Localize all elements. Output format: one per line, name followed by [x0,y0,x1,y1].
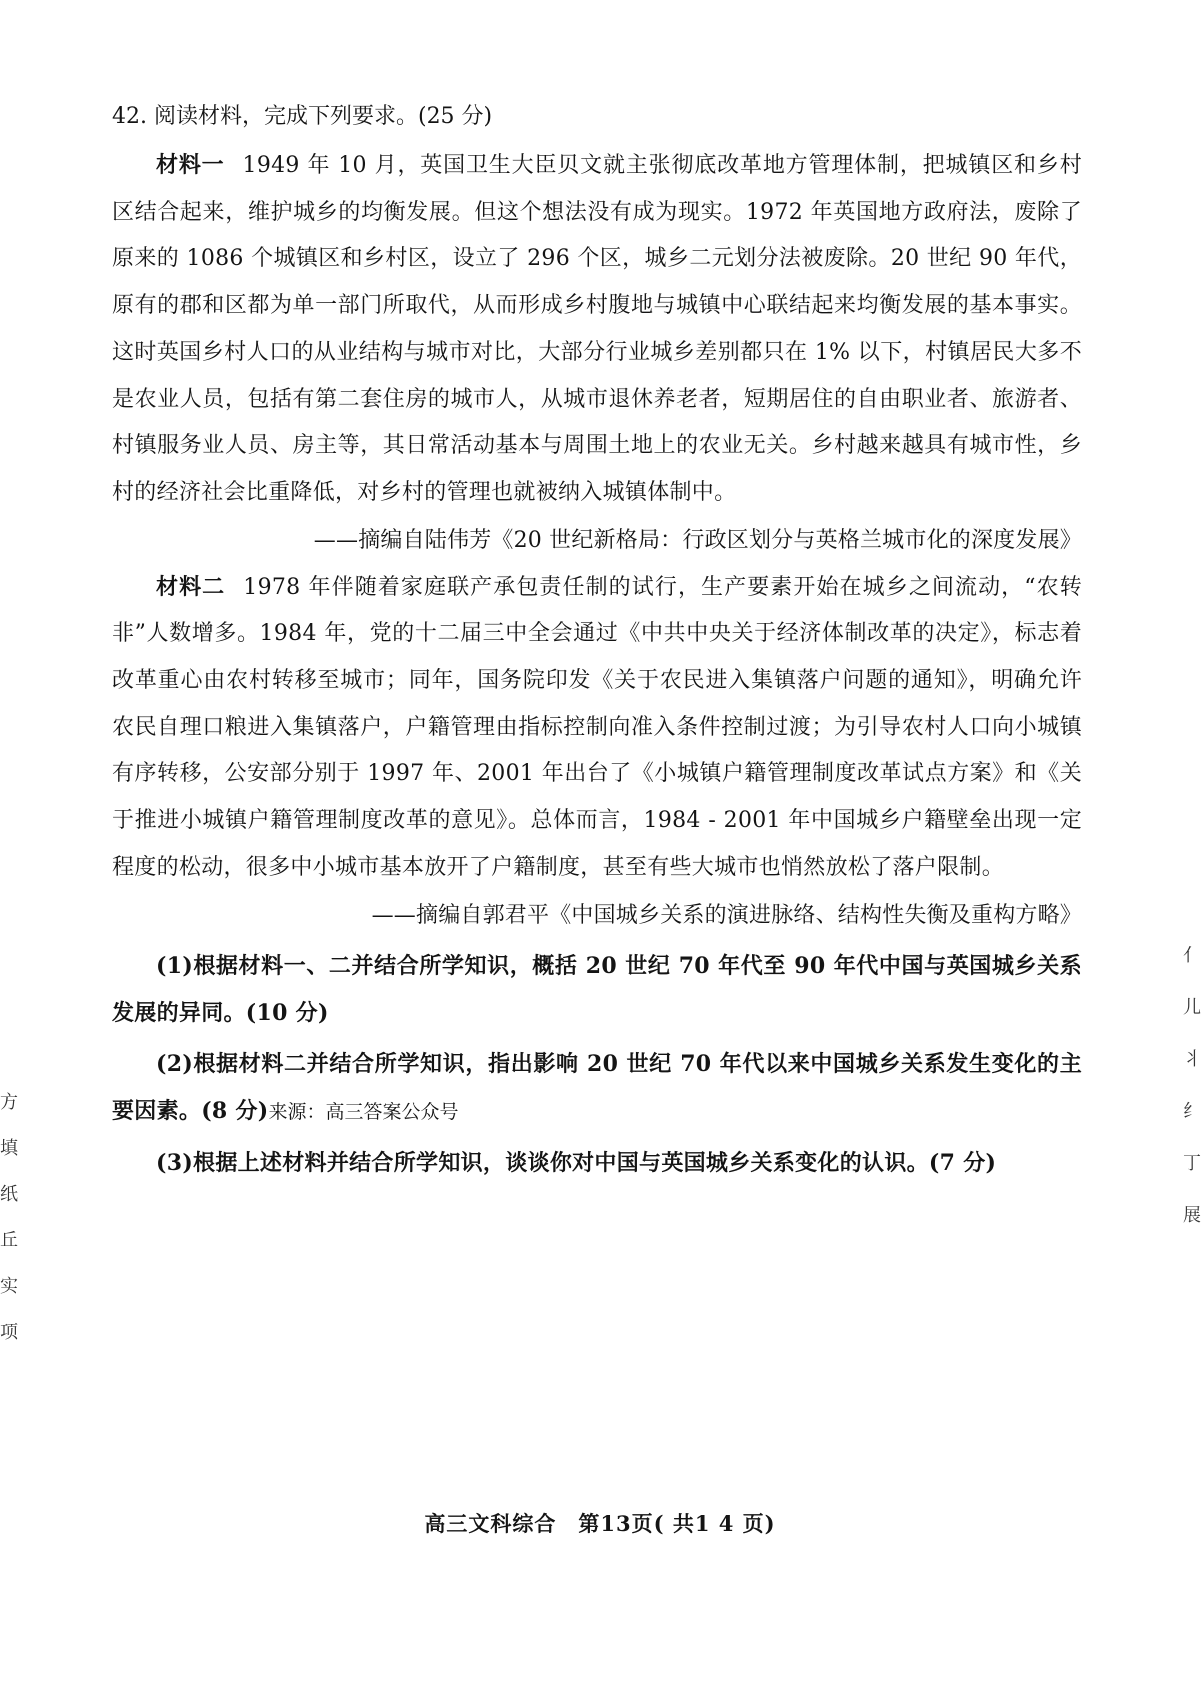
sub-question-1 [112,943,1082,1037]
left-fragment: 纸 [0,1184,18,1205]
material-2-text: 1978 年伴随着家庭联产承包责任制的试行，生产要素开始在城乡之间流动，“农转非”人数增多。1984 年，党的十二届三中全会通过《中共中央关于经济体制改革的决定》，标志着改革重心由农村转移至城市；同年，国务院印发《关于农民进入集镇落户问题的通知》，明确允许农民自理口粮进入集镇落户，户籍管理由指标控制向准入条件控制过渡；为引导农村人口向小城镇有序转移，公安部分别于 1997 年、2001 年出台了《小城镇户籍管理制度改革试点方案》和《关于推进小城镇户籍管理制度改革的意见》。总体而言，1984 - 2001 年中国城乡户籍壁垒出现一定程度的松动，很多中小城市基本放开了户籍制度，甚至有些大城市也悄然放松了落户限制。 [112,574,1082,880]
sub-question-2 [112,1041,1082,1136]
left-fragment: 填 [0,1138,18,1159]
page-footer: 高三文科综合 第13页( 共1 4 页) [424,1511,776,1536]
left-fragment: 项 [0,1322,18,1343]
right-fragment: 展 [1183,1205,1201,1226]
material-1-text: 1949 年 10 月，英国卫生大臣贝文就主张彻底改革地方管理体制，把城镇区和乡村区结合起来，维护城乡的均衡发展。但这个想法没有成为现实。1972 年英国地方政府法，废除了原来的 1086 个城镇区和乡村区，设立了 296 个区，城乡二元划分法被废除。20 世纪 90 年代，原有的郡和区都为单一部门所取代，从而形成乡村腹地与城镇中心联结起来均衡发展的基本事实。这时英国乡村人口的从业结构与城市对比，大部分行业城乡差别都只在 1% 以下，村镇居民大多不是农业人员，包括有第二套住房的城市人，从城市退休养老者，短期居住的自由职业者、旅游者、村镇服务业人员、房主等，其日常活动基本与周围土地上的农业无关。乡村越来越具有城市性，乡村的经济社会比重降低，对乡村的管理也就被纳入城镇体制中。 [112,153,1082,505]
left-fragment: 丘 [0,1230,18,1251]
sub-question-1-text: (1)根据材料一、二并结合所学知识，概括 20 世纪 70 年代至 90 年代中国与英国城乡关系发展的异同。(10 分) [112,952,1082,1026]
material-1-source: ——摘编自陆伟芳《20 世纪新格局：行政区划分与英格兰城市化的深度发展》 [313,527,1082,553]
material-2-paragraph [112,564,1082,892]
right-fragment: 亻 [1183,945,1201,966]
right-fragment: 儿 [1183,997,1201,1018]
right-margin-fragments [1183,930,1200,1242]
question-42 [112,92,1082,1187]
left-fragment: 方 [0,1092,18,1113]
material-1-label: 材料一 [156,152,225,178]
left-margin-fragments [0,1080,18,1356]
question-header: 42. 阅读材料，完成下列要求。(25 分) [112,104,493,129]
right-fragment: 丁 [1183,1153,1201,1174]
sub-question-3-text: (3)根据上述材料并结合所学知识，谈谈你对中国与英国城乡关系变化的认识。(7 分) [156,1149,997,1176]
sub-question-3 [112,1140,1082,1187]
right-fragment: 纟 [1183,1101,1201,1122]
material-2-label: 材料二 [156,573,226,600]
left-fragment: 实 [0,1276,18,1297]
sub-question-2-text: (2)根据材料二并结合所学知识，指出影响 20 世纪 70 年代以来中国城乡关系发生变化的主要因素。(8 分) [112,1050,1082,1124]
material-2-source: ——摘编自郭君平《中国城乡关系的演进脉络、结构性失衡及重构方略》 [371,902,1082,928]
material-1-paragraph [112,142,1082,517]
source-watermark-note: 来源：高三答案公众号 [268,1100,459,1123]
right-fragment: 丬 [1183,1049,1201,1070]
